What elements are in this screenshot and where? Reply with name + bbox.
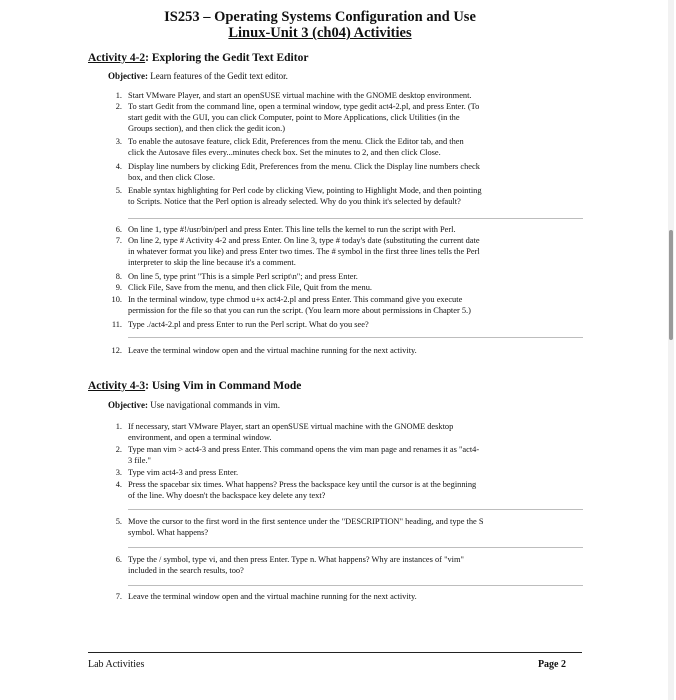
step-text bbox=[128, 421, 583, 443]
step-number: 8. bbox=[115, 272, 122, 281]
step-item bbox=[108, 554, 583, 576]
step-item bbox=[108, 591, 583, 602]
step-text-line: start gedit with the GUI, you can click Computer, point to More Applications, click Utilities (in the bbox=[128, 113, 460, 123]
step-text bbox=[128, 479, 583, 501]
step-text-line: Type man vim > act4-3 and press Enter. This command opens the vim man page and renames it as "act4- bbox=[128, 445, 480, 454]
step-text-line: Type vim act4-3 and press Enter. bbox=[128, 468, 239, 477]
step-text-line: To start Gedit from the command line, open a terminal window, type gedit act4-2.pl, and press Enter. (To bbox=[128, 102, 480, 111]
step-text-line: Click File, Save from the menu, and then click File, Quit from the menu. bbox=[128, 283, 372, 292]
step-item bbox=[108, 136, 583, 158]
step-number: 2. bbox=[115, 445, 122, 454]
step-text bbox=[128, 101, 583, 135]
step-text-line: On line 1, type #!/usr/bin/perl and press Enter. This line tells the kernel to run the script with Perl. bbox=[128, 225, 456, 234]
step-text bbox=[128, 554, 583, 576]
step-item bbox=[108, 479, 583, 501]
step-text-line: 3 file." bbox=[128, 456, 151, 466]
unit-title: Linux-Unit 3 (ch04) Activities bbox=[228, 25, 412, 41]
step-item bbox=[108, 319, 583, 330]
step-item bbox=[108, 516, 583, 538]
step-number: 9. bbox=[115, 283, 122, 292]
activity-4-3-objective bbox=[108, 400, 280, 410]
step-text-line: Type the / symbol, type vi, and then press Enter. Type n. What happens? Why are instances of "vim" bbox=[128, 555, 464, 564]
scrollbar-thumb[interactable] bbox=[669, 230, 673, 340]
step-item bbox=[108, 271, 583, 282]
step-text bbox=[128, 444, 583, 466]
step-number: 6. bbox=[115, 225, 122, 234]
activity-4-3-label: Activity 4-3 bbox=[88, 380, 146, 392]
step-text-line: Leave the terminal window open and the virtual machine running for the next activity. bbox=[128, 592, 417, 601]
step-text-line: Start VMware Player, and start an openSUSE virtual machine with the GNOME desktop environment. bbox=[128, 91, 472, 100]
step-text-line: included in the search results, too? bbox=[128, 566, 244, 576]
step-text-line: Groups section), and then click the gedit icon.) bbox=[128, 124, 285, 134]
step-text-line: Leave the terminal window open and the virtual machine running for the next activity. bbox=[128, 346, 417, 355]
step-text-line: Move the cursor to the first word in the first sentence under the "DESCRIPTION" heading, and type the S bbox=[128, 517, 484, 526]
step-text-line: Display line numbers by clicking Edit, Preferences from the menu. Click the Display line numbers check bbox=[128, 162, 480, 171]
step-number: 11. bbox=[111, 320, 122, 329]
step-number: 4. bbox=[115, 162, 122, 171]
step-item bbox=[108, 235, 583, 269]
step-item bbox=[108, 224, 583, 235]
step-text-line: click the Autosave files every...minutes check box. Set the minutes to 2, and then click Close. bbox=[128, 148, 441, 158]
step-item bbox=[108, 467, 583, 478]
activity-4-3-title: : Using Vim in Command Mode bbox=[145, 380, 302, 392]
step-text-line: symbol. What happens? bbox=[128, 528, 209, 538]
step-text-line: interpreter to skip the line because it's a comment. bbox=[128, 258, 296, 268]
step-number: 7. bbox=[115, 236, 122, 245]
activity-4-2-label: Activity 4-2 bbox=[88, 52, 146, 64]
step-text-line: Enable syntax highlighting for Perl code by clicking View, pointing to Highlight Mode, and then pointing bbox=[128, 186, 482, 195]
page-number: Page 2 bbox=[537, 659, 566, 670]
step-text bbox=[128, 591, 583, 602]
step-text bbox=[128, 319, 583, 330]
step-item bbox=[108, 345, 583, 356]
objective-label: Objective: bbox=[108, 400, 148, 410]
step-text bbox=[128, 282, 583, 293]
step-text-line: of the line. Why doesn't the backspace key delete any text? bbox=[128, 491, 326, 501]
step-number: 5. bbox=[115, 186, 122, 195]
activity-4-2-objective bbox=[108, 71, 288, 81]
step-text bbox=[128, 271, 583, 282]
activity-4-2-title: : Exploring the Gedit Text Editor bbox=[145, 52, 309, 64]
answer-line bbox=[128, 509, 583, 510]
step-text bbox=[128, 235, 583, 269]
answer-line bbox=[128, 547, 583, 548]
step-text-line: in whatever format you like) and press Enter two times. The # symbol in the first three lines tells the Perl bbox=[128, 247, 480, 257]
step-text-line: To enable the autosave feature, click Edit, Preferences from the menu. Click the Editor tab, and then bbox=[128, 137, 464, 146]
objective-label: Objective: bbox=[108, 71, 148, 81]
step-item bbox=[108, 421, 583, 443]
step-number: 6. bbox=[115, 555, 122, 564]
step-item bbox=[108, 185, 583, 207]
step-text bbox=[128, 90, 583, 101]
step-number: 10. bbox=[111, 295, 122, 304]
answer-line bbox=[128, 585, 583, 586]
answer-line bbox=[128, 337, 583, 338]
step-text-line: to Scripts. Notice that the Perl option is already selected. Why do you think it's selected by default? bbox=[128, 197, 461, 207]
step-text-line: On line 5, type print "This is a simple Perl script\n"; and press Enter. bbox=[128, 272, 358, 281]
step-text-line: Press the spacebar six times. What happens? Press the backspace key until the cursor is at the beginning bbox=[128, 480, 477, 489]
step-text bbox=[128, 516, 583, 538]
step-text-line: environment, and open a terminal window. bbox=[128, 433, 272, 443]
footer-rule bbox=[88, 652, 582, 653]
step-number: 1. bbox=[115, 91, 122, 100]
step-text bbox=[128, 161, 583, 183]
activity-4-3-heading bbox=[88, 380, 301, 392]
step-text-line: permission for the file so that you can run the script. (You learn more about permissions in Chapter 5.) bbox=[128, 306, 471, 316]
step-text bbox=[128, 224, 583, 235]
step-text-line: In the terminal window, type chmod u+x act4-2.pl and press Enter. This command give you execute bbox=[128, 295, 463, 304]
step-text-line: Type ./act4-2.pl and press Enter to run the Perl script. What do you see? bbox=[128, 320, 369, 329]
step-text bbox=[128, 294, 583, 316]
step-number: 4. bbox=[115, 480, 122, 489]
step-text bbox=[128, 345, 583, 356]
step-number: 3. bbox=[115, 468, 122, 477]
step-number: 2. bbox=[115, 102, 122, 111]
step-item bbox=[108, 444, 583, 466]
footer-label: Lab Activities bbox=[88, 659, 145, 670]
step-item bbox=[108, 90, 583, 101]
step-item bbox=[108, 282, 583, 293]
step-item bbox=[108, 161, 583, 183]
step-number: 5. bbox=[115, 517, 122, 526]
step-item bbox=[108, 294, 583, 316]
step-number: 12. bbox=[111, 346, 122, 355]
step-text-line: On line 2, type # Activity 4-2 and press Enter. On line 3, type # today's date (substituting the current date bbox=[128, 236, 480, 245]
step-item bbox=[108, 101, 583, 135]
step-text bbox=[128, 136, 583, 158]
objective-text: Use navigational commands in vim. bbox=[147, 400, 280, 410]
course-title: IS253 – Operating Systems Configuration and Use bbox=[164, 9, 476, 25]
step-number: 1. bbox=[115, 422, 122, 431]
step-text bbox=[128, 467, 583, 478]
step-number: 7. bbox=[115, 592, 122, 601]
scrollbar-track[interactable] bbox=[668, 0, 674, 700]
step-text bbox=[128, 185, 583, 207]
step-text-line: box, and then click Close. bbox=[128, 173, 215, 183]
step-number: 3. bbox=[115, 137, 122, 146]
step-text-line: If necessary, start VMware Player, start an openSUSE virtual machine with the GNOME desktop bbox=[128, 422, 454, 431]
answer-line bbox=[128, 218, 583, 219]
objective-text: Learn features of the Gedit text editor. bbox=[147, 71, 288, 81]
activity-4-2-heading bbox=[88, 52, 308, 64]
